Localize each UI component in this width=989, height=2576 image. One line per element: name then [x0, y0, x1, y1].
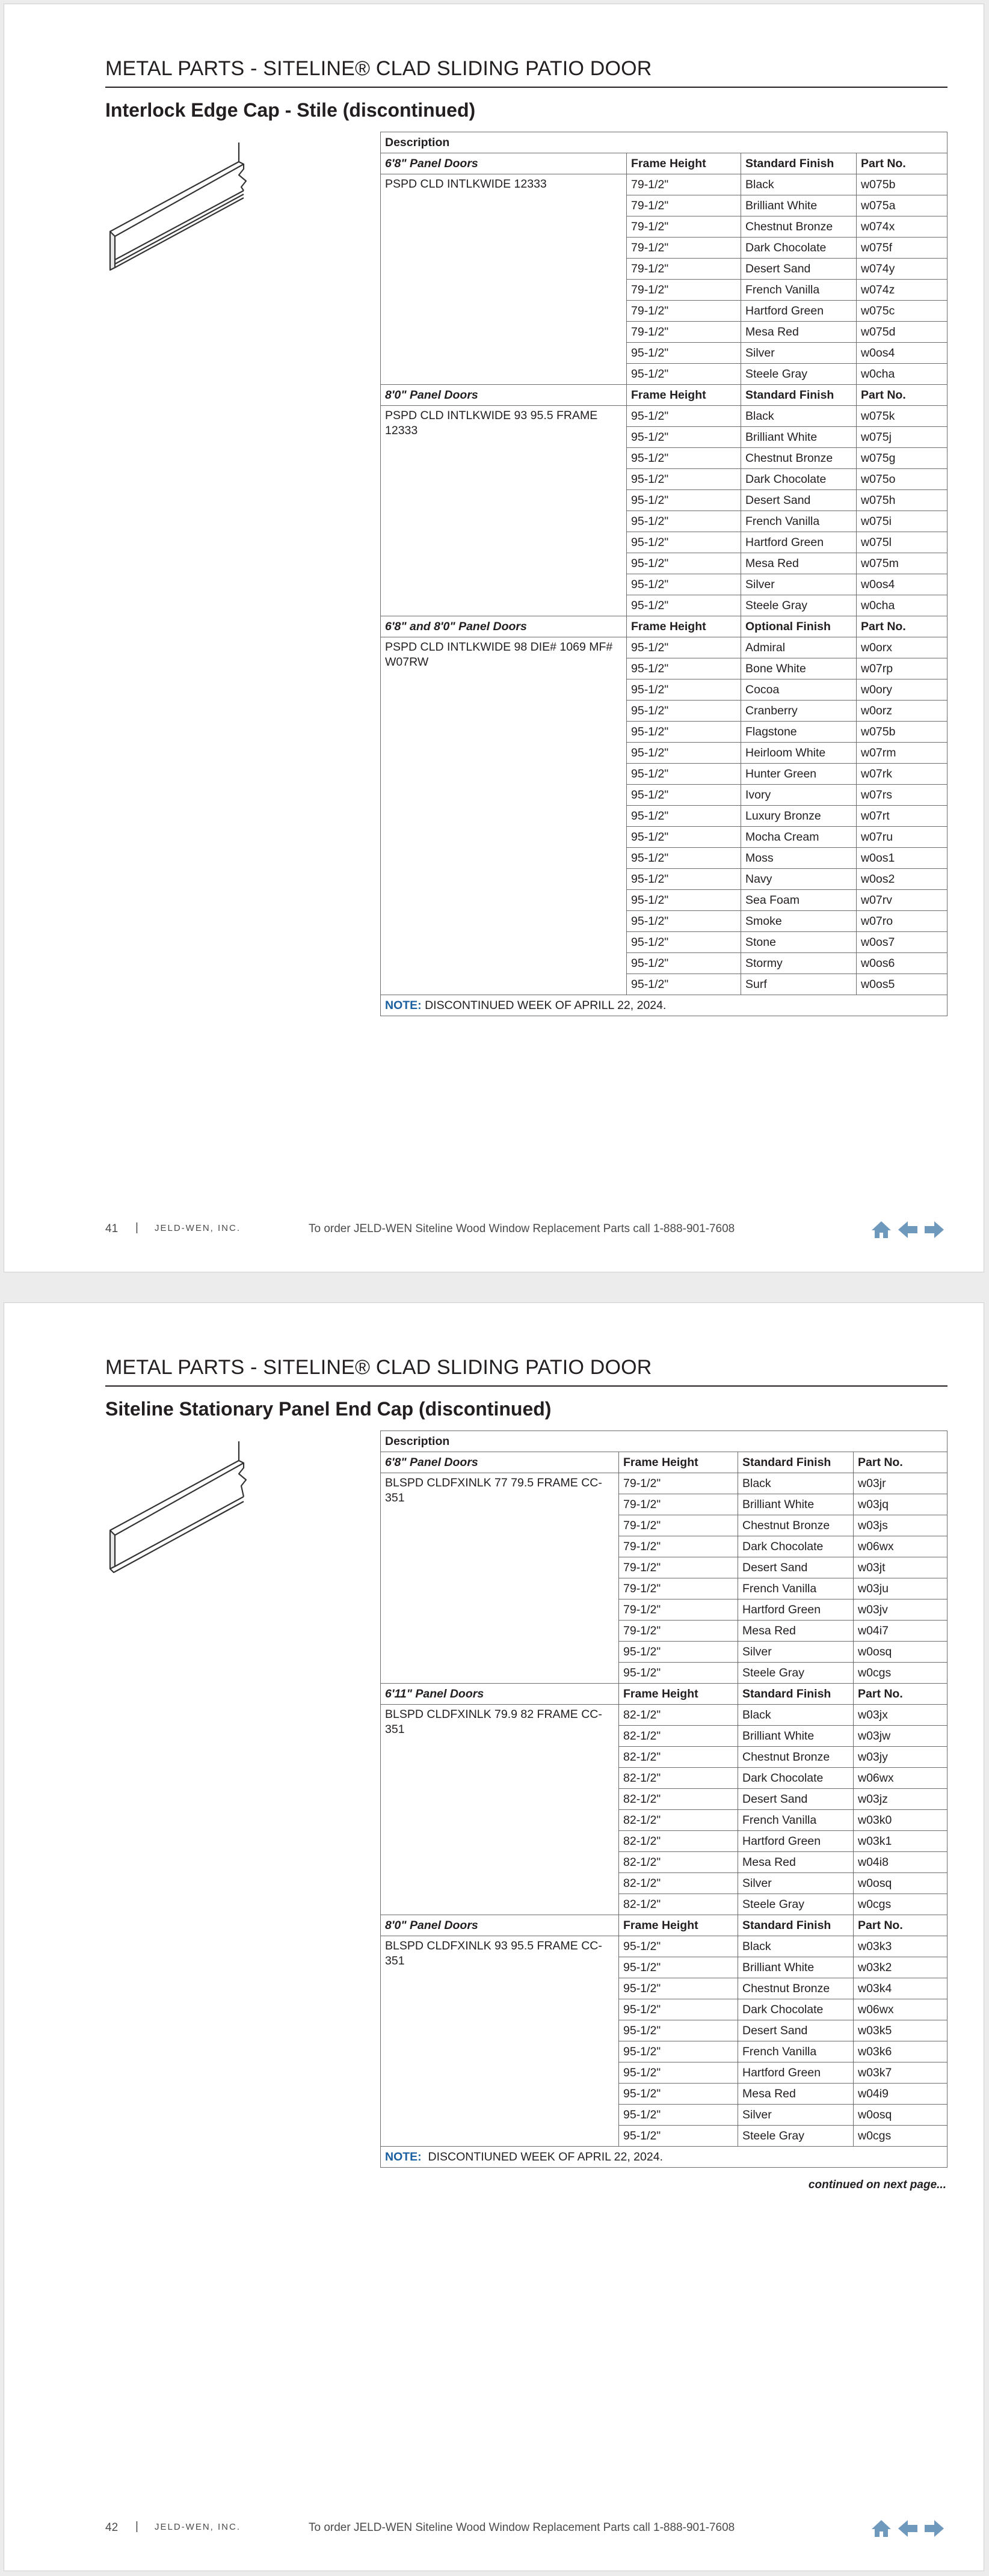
frame-height-cell: 82-1/2" — [619, 1873, 738, 1894]
finish-cell: Mocha Cream — [741, 827, 857, 848]
frame-height-cell: 95-1/2" — [627, 553, 741, 574]
part-number-cell: w0cgs — [854, 2126, 947, 2147]
finish-cell: French Vanilla — [738, 2041, 854, 2062]
frame-height-cell: 79-1/2" — [619, 1578, 738, 1599]
finish-cell: Desert Sand — [741, 259, 857, 280]
page-number: 41 — [105, 1222, 119, 1235]
frame-height-cell: 82-1/2" — [619, 1747, 738, 1768]
finish-cell: Bone White — [741, 658, 857, 679]
part-number-cell: w0cha — [857, 595, 947, 616]
finish-cell: Stormy — [741, 953, 857, 974]
part-number-cell: w0ory — [857, 679, 947, 701]
part-number-cell: w0osq — [854, 2105, 947, 2126]
part-number-cell: w074y — [857, 259, 947, 280]
part-number-cell: w03k5 — [854, 2020, 947, 2041]
frame-height-cell: 95-1/2" — [619, 1642, 738, 1663]
part-number-cell: w075b — [857, 722, 947, 743]
frame-height-cell: 82-1/2" — [619, 1726, 738, 1747]
part-number-cell: w04i8 — [854, 1852, 947, 1873]
catalog-page — [4, 1302, 984, 2571]
part-number-cell: w07ru — [857, 827, 947, 848]
table-row — [381, 174, 947, 195]
previous-page-icon[interactable] — [896, 2516, 920, 2541]
frame-height-cell: 79-1/2" — [627, 238, 741, 259]
frame-height-cell: 95-1/2" — [627, 911, 741, 932]
finish-cell: Surf — [741, 974, 857, 995]
column-header-frame-height: Frame Height — [627, 616, 741, 637]
part-number-cell: w075c — [857, 301, 947, 322]
interlock-edge-cap-illustration — [105, 130, 268, 287]
frame-height-cell: 82-1/2" — [619, 1810, 738, 1831]
finish-cell: Brilliant White — [738, 1726, 854, 1747]
column-header-frame-height: Frame Height — [619, 1915, 738, 1936]
part-description: BLSPD CLDFXINLK 79.9 82 FRAME CC-351 — [381, 1705, 619, 1915]
frame-height-cell: 95-1/2" — [627, 743, 741, 764]
frame-height-cell: 95-1/2" — [627, 658, 741, 679]
note-row — [381, 995, 947, 1016]
part-number-cell: w03k0 — [854, 1810, 947, 1831]
frame-height-cell: 79-1/2" — [627, 174, 741, 195]
frame-height-cell: 95-1/2" — [627, 511, 741, 532]
column-header-part-no: Part No. — [854, 1684, 947, 1705]
part-number-cell: w03jt — [854, 1557, 947, 1578]
part-number-cell: w03jw — [854, 1726, 947, 1747]
part-number-cell: w075i — [857, 511, 947, 532]
finish-cell: Ivory — [741, 785, 857, 806]
frame-height-cell: 95-1/2" — [619, 1663, 738, 1684]
finish-cell: Moss — [741, 848, 857, 869]
part-number-cell: w03k3 — [854, 1936, 947, 1957]
finish-cell: Navy — [741, 869, 857, 890]
page-footer — [105, 1218, 947, 1242]
part-number-cell: w075k — [857, 406, 947, 427]
part-number-cell: w0osq — [854, 1873, 947, 1894]
part-description: PSPD CLD INTLKWIDE 12333 — [381, 174, 627, 385]
part-number-cell: w03k6 — [854, 2041, 947, 2062]
group-heading: 8'0" Panel Doors — [381, 1915, 619, 1936]
finish-cell: Luxury Bronze — [741, 806, 857, 827]
part-number-cell: w04i7 — [854, 1621, 947, 1642]
group-heading: 6'8" Panel Doors — [381, 1452, 619, 1473]
finish-cell: Dark Chocolate — [741, 469, 857, 490]
part-number-cell: w03k2 — [854, 1957, 947, 1978]
previous-page-icon[interactable] — [896, 1218, 920, 1242]
finish-cell: Admiral — [741, 637, 857, 658]
column-header-frame-height: Frame Height — [627, 385, 741, 406]
finish-cell: Desert Sand — [738, 1557, 854, 1578]
column-header-frame-height: Frame Height — [619, 1684, 738, 1705]
frame-height-cell: 79-1/2" — [627, 259, 741, 280]
part-number-cell: w03k7 — [854, 2062, 947, 2084]
frame-height-cell: 95-1/2" — [627, 343, 741, 364]
part-number-cell: w075l — [857, 532, 947, 553]
company-name: JELD-WEN, INC. — [155, 1223, 241, 1233]
part-number-cell: w075b — [857, 174, 947, 195]
table-row — [381, 1705, 947, 1726]
order-phone-text: To order JELD-WEN Siteline Wood Window Replacement Parts call 1-888-901-7608 — [309, 2521, 735, 2534]
frame-height-cell: 79-1/2" — [619, 1494, 738, 1515]
part-description: BLSPD CLDFXINLK 93 95.5 FRAME CC-351 — [381, 1936, 619, 2147]
finish-cell: Steele Gray — [738, 1663, 854, 1684]
finish-cell: Smoke — [741, 911, 857, 932]
column-header-frame-height: Frame Height — [619, 1452, 738, 1473]
finish-cell: Steele Gray — [741, 364, 857, 385]
part-number-cell: w075o — [857, 469, 947, 490]
finish-cell: Black — [741, 174, 857, 195]
column-header-frame-height: Frame Height — [627, 153, 741, 174]
catalog-page — [4, 4, 984, 1272]
group-header-row — [381, 1915, 947, 1936]
frame-height-cell: 95-1/2" — [619, 2020, 738, 2041]
frame-height-cell: 95-1/2" — [619, 2062, 738, 2084]
page-navigation — [857, 1218, 947, 1242]
part-number-cell: w07rm — [857, 743, 947, 764]
frame-height-cell: 95-1/2" — [627, 722, 741, 743]
part-number-cell: w0os7 — [857, 932, 947, 953]
finish-cell: Hunter Green — [741, 764, 857, 785]
frame-height-cell: 95-1/2" — [627, 827, 741, 848]
page-number: 42 — [105, 2521, 119, 2534]
frame-height-cell: 95-1/2" — [627, 595, 741, 616]
part-title: Interlock Edge Cap - Stile (discontinued) — [105, 99, 476, 121]
finish-cell: Silver — [741, 574, 857, 595]
frame-height-cell: 95-1/2" — [627, 974, 741, 995]
section-title: METAL PARTS - SITELINE® CLAD SLIDING PATIO DOOR — [105, 1356, 947, 1387]
part-number-cell: w03js — [854, 1515, 947, 1536]
frame-height-cell: 95-1/2" — [627, 806, 741, 827]
part-number-cell: w075a — [857, 195, 947, 216]
frame-height-cell: 95-1/2" — [627, 406, 741, 427]
finish-cell: Cocoa — [741, 679, 857, 701]
frame-height-cell: 95-1/2" — [627, 448, 741, 469]
frame-height-cell: 95-1/2" — [627, 532, 741, 553]
part-description: BLSPD CLDFXINLK 77 79.5 FRAME CC-351 — [381, 1473, 619, 1684]
frame-height-cell: 95-1/2" — [619, 2126, 738, 2147]
note-text: DISCONTINUED WEEK OF APRILL 22, 2024. — [421, 998, 667, 1012]
part-number-cell: w03jx — [854, 1705, 947, 1726]
finish-cell: Chestnut Bronze — [738, 1747, 854, 1768]
frame-height-cell: 95-1/2" — [619, 2084, 738, 2105]
frame-height-cell: 95-1/2" — [627, 701, 741, 722]
table-note — [381, 2147, 947, 2168]
column-header-part-no: Part No. — [857, 153, 947, 174]
part-number-cell: w075j — [857, 427, 947, 448]
table-row — [381, 1473, 947, 1494]
finish-cell: Silver — [738, 1642, 854, 1663]
part-number-cell: w03k1 — [854, 1831, 947, 1852]
part-number-cell: w03jq — [854, 1494, 947, 1515]
column-header-part-no: Part No. — [854, 1452, 947, 1473]
table-note — [381, 995, 947, 1016]
next-page-icon[interactable] — [922, 1218, 946, 1242]
frame-height-cell: 95-1/2" — [619, 1957, 738, 1978]
frame-height-cell: 95-1/2" — [619, 1936, 738, 1957]
part-number-cell: w03jy — [854, 1747, 947, 1768]
part-number-cell: w07ro — [857, 911, 947, 932]
group-header-row — [381, 1684, 947, 1705]
section-title: METAL PARTS - SITELINE® CLAD SLIDING PATIO DOOR — [105, 57, 947, 88]
frame-height-cell: 82-1/2" — [619, 1768, 738, 1789]
frame-height-cell: 95-1/2" — [627, 427, 741, 448]
finish-cell: Hartford Green — [738, 2062, 854, 2084]
continued-note: continued on next page... — [808, 2179, 946, 2191]
frame-height-cell: 79-1/2" — [627, 216, 741, 238]
frame-height-cell: 82-1/2" — [619, 1831, 738, 1852]
frame-height-cell: 79-1/2" — [619, 1557, 738, 1578]
part-description: PSPD CLD INTLKWIDE 93 95.5 FRAME 12333 — [381, 406, 627, 616]
part-number-cell: w07rk — [857, 764, 947, 785]
frame-height-cell: 82-1/2" — [619, 1705, 738, 1726]
part-number-cell: w03k4 — [854, 1978, 947, 1999]
finish-cell: Dark Chocolate — [741, 238, 857, 259]
part-number-cell: w074z — [857, 280, 947, 301]
part-number-cell: w07rp — [857, 658, 947, 679]
part-number-cell: w07rs — [857, 785, 947, 806]
finish-cell: Stone — [741, 932, 857, 953]
part-number-cell: w075m — [857, 553, 947, 574]
footer-separator: | — [135, 2520, 138, 2533]
frame-height-cell: 79-1/2" — [627, 322, 741, 343]
part-number-cell: w0os4 — [857, 343, 947, 364]
finish-cell: Silver — [738, 2105, 854, 2126]
frame-height-cell: 95-1/2" — [627, 679, 741, 701]
finish-cell: Black — [738, 1936, 854, 1957]
part-title: Siteline Stationary Panel End Cap (discontinued) — [105, 1398, 552, 1420]
frame-height-cell: 79-1/2" — [627, 195, 741, 216]
finish-cell: Cranberry — [741, 701, 857, 722]
part-number-cell: w0os2 — [857, 869, 947, 890]
group-heading: 6'8" Panel Doors — [381, 153, 627, 174]
part-number-cell: w0os1 — [857, 848, 947, 869]
part-number-cell: w06wx — [854, 1768, 947, 1789]
part-number-cell: w0cgs — [854, 1663, 947, 1684]
frame-height-cell: 82-1/2" — [619, 1789, 738, 1810]
finish-cell: Mesa Red — [738, 1621, 854, 1642]
column-header-finish: Standard Finish — [741, 385, 857, 406]
finish-cell: French Vanilla — [738, 1578, 854, 1599]
finish-cell: French Vanilla — [741, 511, 857, 532]
frame-height-cell: 95-1/2" — [619, 2105, 738, 2126]
part-number-cell: w03jv — [854, 1599, 947, 1621]
part-number-cell: w075g — [857, 448, 947, 469]
group-header-row — [381, 616, 947, 637]
frame-height-cell: 95-1/2" — [627, 953, 741, 974]
finish-cell: Desert Sand — [738, 1789, 854, 1810]
finish-cell: Mesa Red — [738, 1852, 854, 1873]
home-icon[interactable] — [869, 2516, 893, 2541]
frame-height-cell: 95-1/2" — [627, 869, 741, 890]
finish-cell: Flagstone — [741, 722, 857, 743]
finish-cell: Desert Sand — [738, 2020, 854, 2041]
frame-height-cell: 95-1/2" — [619, 2041, 738, 2062]
parts-table — [380, 1431, 947, 2168]
table-header-description: Description — [381, 1431, 947, 1452]
part-number-cell: w06wx — [854, 1536, 947, 1557]
part-number-cell: w0cha — [857, 364, 947, 385]
finish-cell: French Vanilla — [741, 280, 857, 301]
part-number-cell: w075h — [857, 490, 947, 511]
part-number-cell: w0cgs — [854, 1894, 947, 1915]
frame-height-cell: 82-1/2" — [619, 1852, 738, 1873]
finish-cell: Dark Chocolate — [738, 1536, 854, 1557]
group-header-row — [381, 153, 947, 174]
finish-cell: Chestnut Bronze — [738, 1515, 854, 1536]
part-number-cell: w03ju — [854, 1578, 947, 1599]
next-page-icon[interactable] — [922, 2516, 946, 2541]
column-header-part-no: Part No. — [857, 385, 947, 406]
finish-cell: Desert Sand — [741, 490, 857, 511]
finish-cell: Black — [741, 406, 857, 427]
part-number-cell: w0osq — [854, 1642, 947, 1663]
part-number-cell: w0orx — [857, 637, 947, 658]
finish-cell: Hartford Green — [738, 1599, 854, 1621]
part-number-cell: w03jr — [854, 1473, 947, 1494]
frame-height-cell: 95-1/2" — [627, 890, 741, 911]
note-label: NOTE: — [385, 2150, 422, 2164]
finish-cell: Hartford Green — [741, 532, 857, 553]
stationary-panel-end-cap-illustration — [105, 1429, 268, 1586]
finish-cell: Hartford Green — [741, 301, 857, 322]
frame-height-cell: 95-1/2" — [619, 1999, 738, 2020]
part-number-cell: w0os5 — [857, 974, 947, 995]
group-header-row — [381, 385, 947, 406]
frame-height-cell: 79-1/2" — [619, 1473, 738, 1494]
footer-separator: | — [135, 1221, 138, 1234]
finish-cell: Chestnut Bronze — [741, 448, 857, 469]
finish-cell: Brilliant White — [738, 1494, 854, 1515]
company-name: JELD-WEN, INC. — [155, 2522, 241, 2532]
table-header-description: Description — [381, 132, 947, 153]
part-number-cell: w075f — [857, 238, 947, 259]
group-header-row — [381, 1452, 947, 1473]
table-row — [381, 406, 947, 427]
frame-height-cell: 95-1/2" — [627, 574, 741, 595]
part-number-cell: w04i9 — [854, 2084, 947, 2105]
part-number-cell: w075d — [857, 322, 947, 343]
part-number-cell: w0os4 — [857, 574, 947, 595]
finish-cell: Silver — [738, 1873, 854, 1894]
parts-table — [380, 132, 947, 1016]
finish-cell: Heirloom White — [741, 743, 857, 764]
frame-height-cell: 95-1/2" — [627, 469, 741, 490]
finish-cell: Steele Gray — [741, 595, 857, 616]
frame-height-cell: 79-1/2" — [627, 280, 741, 301]
finish-cell: French Vanilla — [738, 1810, 854, 1831]
frame-height-cell: 95-1/2" — [627, 490, 741, 511]
part-number-cell: w074x — [857, 216, 947, 238]
part-number-cell: w06wx — [854, 1999, 947, 2020]
order-phone-text: To order JELD-WEN Siteline Wood Window Replacement Parts call 1-888-901-7608 — [309, 1222, 735, 1235]
column-header-finish: Standard Finish — [738, 1915, 854, 1936]
note-label: NOTE: — [385, 998, 422, 1012]
column-header-finish: Standard Finish — [738, 1684, 854, 1705]
group-heading: 6'8" and 8'0" Panel Doors — [381, 616, 627, 637]
finish-cell: Mesa Red — [741, 553, 857, 574]
page-footer — [105, 2516, 947, 2541]
frame-height-cell: 95-1/2" — [627, 637, 741, 658]
part-number-cell: w07rv — [857, 890, 947, 911]
frame-height-cell: 79-1/2" — [619, 1515, 738, 1536]
finish-cell: Brilliant White — [741, 195, 857, 216]
finish-cell: Dark Chocolate — [738, 1999, 854, 2020]
finish-cell: Sea Foam — [741, 890, 857, 911]
column-header-part-no: Part No. — [857, 616, 947, 637]
finish-cell: Silver — [741, 343, 857, 364]
frame-height-cell: 95-1/2" — [627, 764, 741, 785]
group-heading: 6'11" Panel Doors — [381, 1684, 619, 1705]
part-number-cell: w07rt — [857, 806, 947, 827]
finish-cell: Chestnut Bronze — [741, 216, 857, 238]
frame-height-cell: 95-1/2" — [627, 364, 741, 385]
frame-height-cell: 95-1/2" — [619, 1978, 738, 1999]
note-row — [381, 2147, 947, 2168]
home-icon[interactable] — [869, 1218, 893, 1242]
table-row — [381, 1936, 947, 1957]
frame-height-cell: 95-1/2" — [627, 932, 741, 953]
frame-height-cell: 95-1/2" — [627, 785, 741, 806]
frame-height-cell: 79-1/2" — [627, 301, 741, 322]
finish-cell: Brilliant White — [741, 427, 857, 448]
column-header-part-no: Part No. — [854, 1915, 947, 1936]
frame-height-cell: 95-1/2" — [627, 848, 741, 869]
finish-cell: Mesa Red — [738, 2084, 854, 2105]
table-row — [381, 637, 947, 658]
frame-height-cell: 82-1/2" — [619, 1894, 738, 1915]
group-heading: 8'0" Panel Doors — [381, 385, 627, 406]
finish-cell: Steele Gray — [738, 1894, 854, 1915]
part-number-cell: w0orz — [857, 701, 947, 722]
part-description: PSPD CLD INTLKWIDE 98 DIE# 1069 MF# W07RW — [381, 637, 627, 995]
finish-cell: Mesa Red — [741, 322, 857, 343]
finish-cell: Chestnut Bronze — [738, 1978, 854, 1999]
note-text: DISCONTIUNED WEEK OF APRIL 22, 2024. — [421, 2150, 663, 2164]
frame-height-cell: 79-1/2" — [619, 1599, 738, 1621]
column-header-finish: Standard Finish — [741, 153, 857, 174]
column-header-finish: Optional Finish — [741, 616, 857, 637]
part-number-cell: w03jz — [854, 1789, 947, 1810]
finish-cell: Brilliant White — [738, 1957, 854, 1978]
finish-cell: Dark Chocolate — [738, 1768, 854, 1789]
finish-cell: Black — [738, 1705, 854, 1726]
finish-cell: Steele Gray — [738, 2126, 854, 2147]
column-header-finish: Standard Finish — [738, 1452, 854, 1473]
page-navigation — [857, 2516, 947, 2541]
frame-height-cell: 79-1/2" — [619, 1621, 738, 1642]
frame-height-cell: 79-1/2" — [619, 1536, 738, 1557]
finish-cell: Hartford Green — [738, 1831, 854, 1852]
finish-cell: Black — [738, 1473, 854, 1494]
part-number-cell: w0os6 — [857, 953, 947, 974]
